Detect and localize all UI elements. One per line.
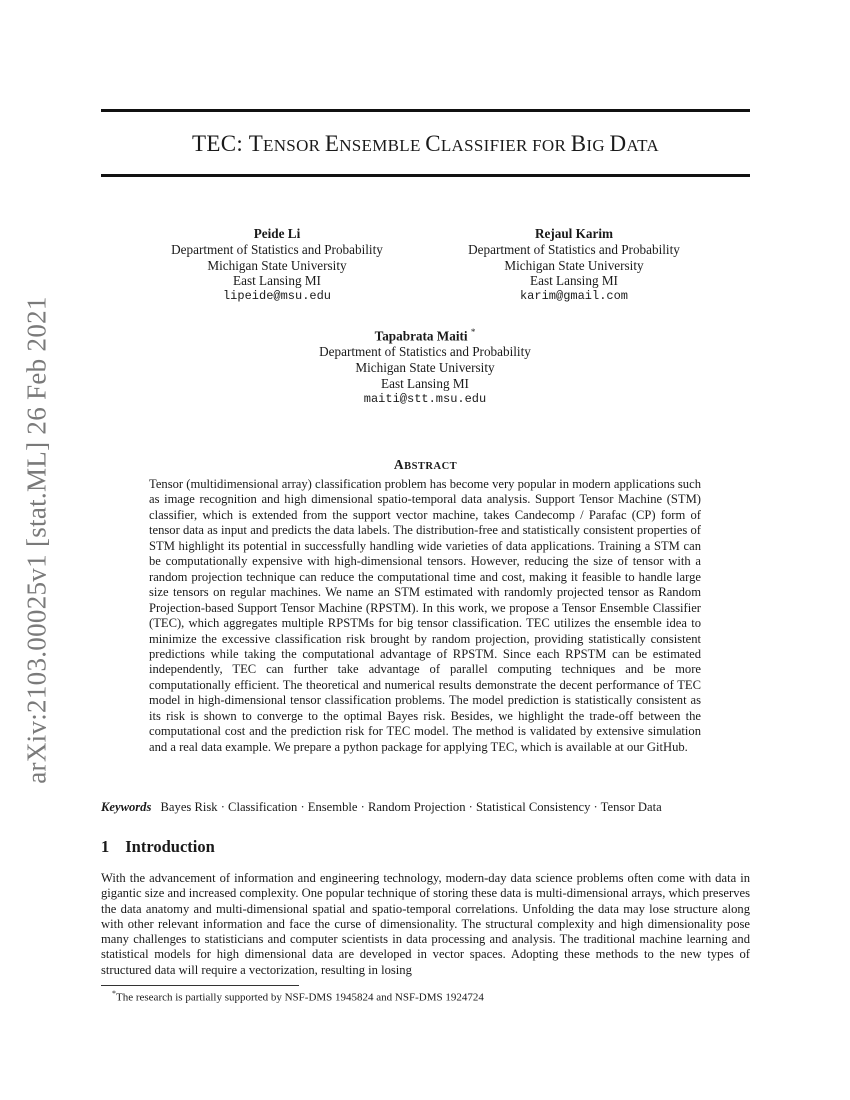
title-rule-bottom bbox=[101, 174, 750, 177]
footnote-text: The research is partially supported by NSF-DMS 1945824 and NSF-DMS 1924724 bbox=[116, 991, 484, 1004]
abstract-text: Tensor (multidimensional array) classification problem has become very popular in modern applications such as image recognition and high dimensional spatio-temporal data analysis. Support Tensor Machine (STM) classifier, which is extended from the support vector machine, takes Candecomp / Parafac (CP) form of tensor data as input and predicts the data labels. The distribution-free and statistically consistent properties of STM highlight its potential in successfully handling wide varieties of data applications. Training a STM can be computationally expensive with high-dimensional tensors. However, reducing the size of tensor with a random projection technique can reduce the computational time and cost, making it feasible to handle large size tensors on regular machines. We name an STM estimated with randomly projected tensor as Random Projection-based Support Tensor Machine (RPSTM). In this work, we propose a Tensor Ensemble Classifier (TEC), which aggregates multiple RPSTMs for big tensor classification. TEC utilizes the ensemble idea to minimize the excessive classification risk brought by random projection, providing statistically consistent predictions while taking the computational advantage of RPSTM. Since each RPSTM can be estimated independently, TEC can further take advantage of parallel computing techniques and be more computationally efficient. The theoretical and numerical results demonstrate the decent performance of TEC model in high-dimensional tensor classification problems. The model prediction is statistically consistent as its risk is shown to converge to the optimal Bayes risk. Besides, we highlight the trade-off between the computational cost and the prediction risk for TEC model. The method is validated by extensive simulation and a real data example. We prepare a python package for applying TEC, which is available at our GitHub. bbox=[149, 477, 701, 754]
arxiv-identifier bbox=[14, 280, 60, 800]
author-city: East Lansing MI bbox=[381, 375, 469, 391]
introduction-text: With the advancement of information and engineering technology, modern-day data science problems often come with data in gigantic size and increased complexity. One popular technique of storing these data is multi-dimensional arrays, which preserves the data anatomy and multi-dimensional spatial and spatio-temporal correlations. Unfolding the data may lose structure along with other relevant information and face the curse of dimensionality. The structural complexity and high dimensionality pose many challenges to statisticians and computer scientists in data processing and analysis. The traditional machine learning and statistical models for high dimensional data are developed in vector spaces. Adopting these methods to the new types of structured data will require a vectorization, resulting in losing bbox=[101, 871, 750, 977]
author-city: East Lansing MI bbox=[233, 273, 321, 289]
keywords-label: Keywords bbox=[101, 800, 152, 814]
author-email[interactable]: maiti@stt.msu.edu bbox=[363, 391, 487, 406]
section-title: Introduction bbox=[125, 837, 215, 856]
author-city: East Lansing MI bbox=[530, 273, 618, 289]
keywords-list: Bayes Risk · Classification · Ensemble · Random Projection · Statistical Consistency · Tensor Data bbox=[160, 800, 662, 814]
arxiv-identifier-text: arXiv:2103.00025v1 [stat.ML] 26 Feb 2021 bbox=[21, 296, 52, 784]
section-number: 1 bbox=[101, 837, 110, 856]
footnote-rule bbox=[101, 985, 299, 986]
author-university: Michigan State University bbox=[504, 257, 644, 273]
author-name-line bbox=[274, 325, 576, 344]
footnote-marker[interactable]: * bbox=[470, 327, 476, 337]
author-name: Tapabrata Maiti bbox=[374, 328, 468, 344]
abstract-heading: ABSTRACT bbox=[393, 457, 458, 472]
author-department: Department of Statistics and Probability bbox=[171, 241, 383, 257]
paper-title: TEC: TENSOR ENSEMBLE CLASSIFIER FOR BIG DATA bbox=[192, 131, 659, 156]
section-heading bbox=[101, 837, 215, 857]
author-university: Michigan State University bbox=[355, 359, 495, 375]
author-department: Department of Statistics and Probability bbox=[319, 344, 531, 360]
author-university: Michigan State University bbox=[207, 257, 347, 273]
author-block-2 bbox=[423, 226, 725, 305]
author-name: Rejaul Karim bbox=[534, 226, 613, 241]
author-email[interactable]: lipeide@msu.edu bbox=[222, 289, 332, 304]
title-rule-top bbox=[101, 109, 750, 112]
footnote-mark: * bbox=[112, 989, 116, 998]
author-department: Department of Statistics and Probability bbox=[468, 241, 680, 257]
author-block-1 bbox=[126, 226, 428, 305]
author-block-3 bbox=[274, 325, 576, 407]
footnote bbox=[112, 989, 484, 1004]
author-name: Peide Li bbox=[253, 226, 301, 241]
author-email[interactable]: karim@gmail.com bbox=[519, 289, 629, 304]
keywords-line bbox=[101, 800, 750, 815]
